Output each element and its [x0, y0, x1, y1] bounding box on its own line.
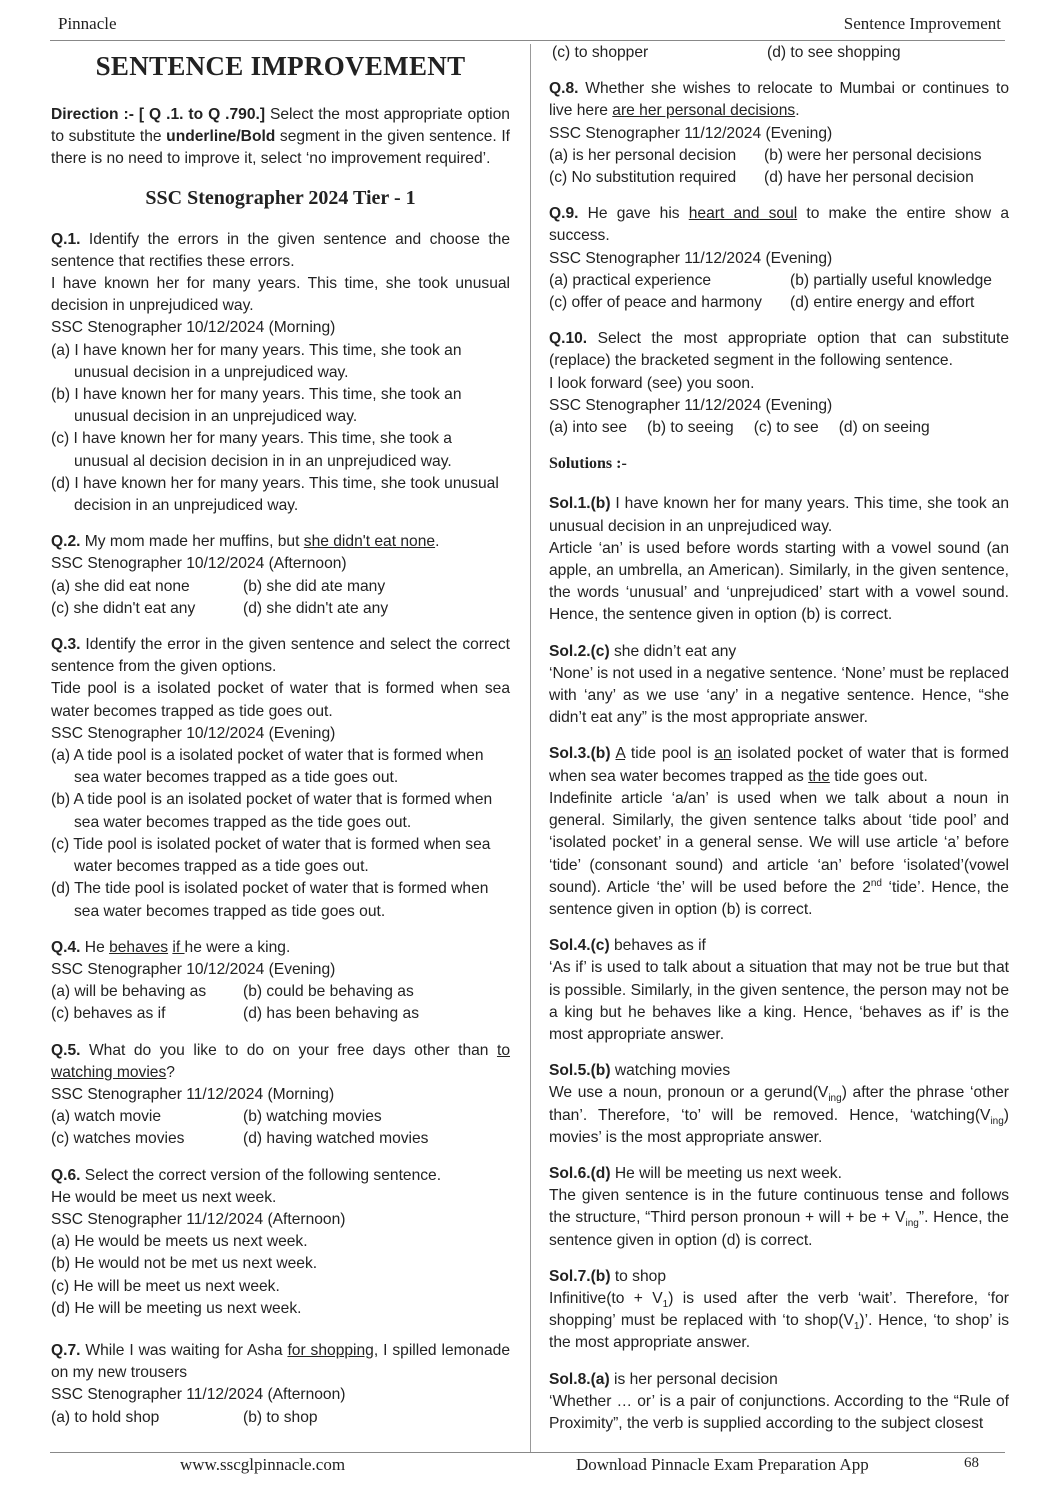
question-stem: Select the correct version of the following sentence.	[80, 1166, 442, 1184]
solution-4	[549, 935, 1009, 1046]
option-b: (b) I have known her for many years. This time, she took an unusual decision in an unprejudiced way.	[51, 386, 462, 426]
option-a: (a) I have known her for many years. This time, she took an unusual decision in a unprejudiced way.	[51, 341, 462, 381]
question-stem-end: .	[795, 102, 800, 120]
question-stem: While I was waiting for Asha	[80, 1341, 288, 1359]
question-3	[51, 634, 510, 923]
column-divider	[530, 44, 531, 1452]
question-number: Q.5.	[51, 1041, 81, 1059]
question-sentence: Tide pool is a isolated pocket of water that is formed when sea water becomes trapped as tide goes out.	[51, 680, 510, 720]
option-d: (d) having watched movies	[243, 1130, 429, 1148]
direction-bold: underline/Bold	[166, 128, 276, 146]
question-source: SSC Stenographer 10/12/2024 (Afternoon)	[51, 555, 347, 573]
underlined-article-1: A	[615, 745, 626, 763]
question-stem-end: .	[435, 533, 440, 551]
question-sentence: I look forward (see) you soon.	[549, 374, 755, 392]
option-b: (b) to seeing	[647, 419, 734, 437]
option-a: (a) to hold shop	[51, 1408, 160, 1426]
question-stem: Whether she wishes to relocate to Mumbai or continues to live here	[549, 80, 1009, 120]
solution-5	[549, 1060, 1009, 1149]
direction-text-2: segment in the given sentence. If there is no need to improve it, select ‘no improvement required’.	[51, 128, 510, 168]
question-stem: My mom made her muffins, but	[80, 533, 304, 551]
solution-explanation: ‘Whether … or’ is a pair of conjunctions. According to the “Rule of Proximity”, the verb is supplied according to the subject closest	[549, 1392, 1009, 1432]
question-source: SSC Stenographer 10/12/2024 (Evening)	[51, 724, 336, 742]
header-brand: Pinnacle	[58, 14, 117, 33]
option-b: (b) watching movies	[243, 1108, 382, 1126]
solution-explanation-2: ‘tide’. Hence, the sentence given in option (b) is correct.	[549, 878, 1009, 918]
question-source: SSC Stenographer 11/12/2024 (Morning)	[51, 1085, 335, 1103]
question-number: Q.8.	[549, 80, 579, 98]
question-source: SSC Stenographer 10/12/2024 (Evening)	[51, 960, 336, 978]
option-c: (c) watches movies	[51, 1130, 185, 1148]
solution-answer: she didn’t eat any	[609, 642, 737, 660]
subscript: ing	[905, 1218, 919, 1230]
option-a: (a) practical experience	[549, 271, 712, 289]
question-source: SSC Stenographer 11/12/2024 (Afternoon)	[51, 1386, 346, 1404]
solution-answer: tide pool is	[625, 745, 715, 763]
superscript: nd	[870, 877, 882, 889]
question-stem-end: ?	[166, 1063, 175, 1081]
question-number: Q.2.	[51, 533, 81, 551]
underlined-segment: are her personal decisions	[612, 102, 796, 120]
direction-text: Select the most appropriate option to substitute the	[51, 106, 510, 146]
direction-label: Direction :- [ Q .1. to Q .790.]	[51, 106, 266, 123]
question-stem: Identify the errors in the given sentence and choose the sentence that rectifies these errors.	[51, 230, 510, 270]
underlined-segment: heart and soul	[688, 205, 798, 223]
solution-explanation: The given sentence is in the future continuous tense and follows the structure, “Third person pronoun + will + be + V	[549, 1187, 1009, 1227]
solution-answer: watching movies	[610, 1062, 731, 1080]
solution-answer-2: isolated pocket of water that is formed when sea water becomes trapped as	[549, 745, 1009, 785]
option-d: (d) has been behaving as	[243, 1005, 419, 1023]
question-number: Q.3.	[51, 636, 81, 654]
option-d: (d) she didn't ate any	[243, 599, 389, 617]
question-stem: He	[80, 938, 110, 956]
right-column	[549, 42, 1009, 1435]
header-rule	[50, 40, 1005, 41]
option-d: (d) I have known her for many years. This time, she took unusual decision in an unprejudiced way.	[51, 474, 499, 515]
section-heading: SSC Stenographer 2024 Tier - 1	[145, 186, 416, 209]
solution-answer: behaves as if	[609, 937, 706, 955]
question-sentence: I have known her for many years. This time, she took unusual decision in unprejudiced way.	[51, 275, 510, 315]
subscript-2: 1	[853, 1321, 860, 1333]
solution-explanation-2: ) is used after the verb ‘wait’. Therefore, ‘for shopping’ must be replaced with ‘to shop(V	[549, 1289, 1009, 1330]
option-c: (c) offer of peace and harmony	[549, 294, 762, 312]
solution-explanation: Article ‘an’ is used before words starting with a vowel sound (an apple, an umbrella, an American). Similarly, in the given sentence, the words ‘unusual’ and ‘unprejudiced’ start with a vowel sound. Hence, the sentence given in option (b) is correct.	[549, 539, 1009, 624]
footer-website[interactable]: www.sscglpinnacle.com	[180, 1455, 346, 1474]
option-d: (d) He will be meeting us next week.	[51, 1299, 302, 1317]
option-b: (b) she did ate many	[243, 577, 386, 595]
option-c: (c) He will be meet us next week.	[51, 1277, 280, 1295]
question-number: Q.6.	[51, 1166, 81, 1184]
option-a: (a) into see	[549, 419, 628, 437]
solution-8	[549, 1369, 1009, 1436]
option-c: (c) to shopper	[552, 44, 649, 61]
solution-number: Sol.2.(c)	[549, 642, 610, 660]
option-b: (b) were her personal decisions	[764, 146, 982, 164]
solution-number: Sol.3.(b)	[549, 745, 611, 763]
solution-explanation-2: ”. Hence, the sentence given in option (d) is correct.	[549, 1209, 1009, 1249]
question-9	[549, 203, 1009, 314]
solution-answer: is her personal decision	[609, 1370, 778, 1388]
solution-7	[549, 1266, 1009, 1355]
direction	[51, 104, 510, 171]
underlined-segment: she didn't eat none	[303, 533, 436, 551]
question-1	[51, 229, 510, 518]
question-7	[51, 1340, 510, 1429]
subscript: 1	[662, 1299, 669, 1311]
option-b: (b) partially useful knowledge	[790, 271, 992, 289]
question-2	[51, 531, 510, 620]
question-10	[549, 328, 1009, 439]
question-stem-end: , I spilled lemonade on my new trousers	[51, 1341, 510, 1382]
option-a: (a) she did eat none	[51, 577, 190, 595]
solution-explanation: We use a noun, pronoun or a gerund(V	[549, 1084, 829, 1102]
option-b: (b) He would not be met us next week.	[51, 1255, 318, 1273]
option-c: (c) Tide pool is isolated pocket of water that is formed when sea water becomes trapped as a tide goes out.	[51, 835, 491, 876]
solution-explanation-3: ) movies’ is the most appropriate answer.	[549, 1106, 1009, 1146]
option-b: (b) to shop	[243, 1408, 318, 1426]
underlined-article-3: the	[808, 767, 830, 785]
question-7-continued	[549, 42, 1009, 64]
option-c: (c) No substitution required	[549, 169, 737, 187]
solution-answer: I have known her for many years. This time, she took an unusual decision in an unprejudiced way.	[549, 495, 1009, 535]
option-a: (a) He would be meets us next week.	[51, 1233, 308, 1251]
underlined-segment: to watching movies	[51, 1041, 510, 1081]
solution-number: Sol.4.(c)	[549, 937, 610, 955]
question-source: SSC Stenographer 11/12/2024 (Evening)	[549, 249, 833, 267]
option-c: (c) behaves as if	[51, 1005, 166, 1023]
page-number: 68	[964, 1455, 979, 1471]
underlined-article-2: an	[714, 745, 732, 763]
solution-number: Sol.8.(a)	[549, 1370, 610, 1388]
option-b: (b) could be behaving as	[243, 983, 414, 1001]
header-topic: Sentence Improvement	[843, 14, 1001, 33]
question-stem: What do you like to do on your free days other than	[80, 1041, 497, 1059]
solution-number: Sol.7.(b)	[549, 1267, 611, 1285]
question-source: SSC Stenographer 10/12/2024 (Morning)	[51, 319, 336, 337]
question-stem: Select the most appropriate option that can substitute (replace) the bracketed segment in the following sentence.	[549, 330, 1009, 370]
question-source: SSC Stenographer 11/12/2024 (Afternoon)	[51, 1210, 346, 1228]
option-d: (d) to see shopping	[767, 44, 901, 61]
question-stem: He gave his	[578, 205, 689, 223]
option-d: (d) have her personal decision	[764, 169, 974, 187]
question-6	[51, 1165, 510, 1320]
option-a: (a) will be behaving as	[51, 983, 207, 1001]
solution-explanation-3: )’. Hence, ‘to shop’ is the most appropriate answer.	[549, 1312, 1009, 1352]
option-a: (a) watch movie	[51, 1108, 162, 1126]
left-column	[51, 46, 510, 1429]
solution-1	[549, 493, 1009, 626]
option-c: (c) she didn't eat any	[51, 599, 196, 617]
option-d: (d) on seeing	[838, 419, 930, 437]
option-c: (c) I have known her for many years. This time, she took a unusual al decision decision in in an unprejudiced way.	[51, 430, 452, 470]
solution-explanation: Indefinite article ‘a/an’ is used when we talk about a noun in general. Similarly, the given sentence talks about ‘tide pool’ and ‘isolated pocket’ in a general sense. We will use article ‘a’ before ‘tide’ (consonant sound) and article ‘an’ before ‘isolated’(vowel sound). Article ‘the’ will be used before the 2	[549, 789, 1009, 896]
solution-number: Sol.5.(b)	[549, 1062, 611, 1080]
solution-explanation: ‘None’ is not used in a negative sentence. ‘None’ must be replaced with ‘any’ as we use ‘any’ in a negative sentence. Hence, “she didn’t eat any” is the most appropriate answer.	[549, 664, 1010, 727]
question-number: Q.1.	[51, 230, 81, 248]
option-b: (b) A tide pool is an isolated pocket of water that is formed when sea water becomes trapped as the tide goes out.	[51, 791, 493, 831]
solution-explanation: ‘As if’ is used to talk about a situation that may not be true but that is possible. Similarly, in the given sentence, the person may not be a king but he behaves like a king. Hence, ‘behaves as if’ is the most appropriate answer.	[549, 959, 1009, 1043]
question-8	[549, 78, 1009, 189]
subscript-2: ing	[990, 1115, 1004, 1127]
question-number: Q.4.	[51, 938, 81, 956]
option-d: (d) entire energy and effort	[790, 294, 975, 312]
page-title: SENTENCE IMPROVEMENT	[95, 51, 466, 81]
question-number: Q.10.	[549, 330, 588, 348]
underlined-segment-2: if	[172, 938, 185, 956]
question-stem-end: to make the entire show a success.	[549, 205, 1009, 245]
solution-explanation: Infinitive(to + V	[549, 1289, 663, 1307]
footer-app-promo: Download Pinnacle Exam Preparation App	[576, 1455, 869, 1474]
solution-number: Sol.6.(d)	[549, 1164, 611, 1182]
option-c: (c) to see	[753, 419, 819, 437]
option-a: (a) A tide pool is a isolated pocket of water that is formed when sea water becomes trapped as a tide goes out.	[51, 747, 484, 787]
solution-answer: to shop	[610, 1267, 666, 1285]
footer-rule	[50, 1452, 1005, 1453]
option-d: (d) The tide pool is isolated pocket of water that is formed when sea water becomes trapped as tide goes out.	[51, 880, 489, 920]
solution-2	[549, 641, 1009, 730]
underlined-segment: behaves	[109, 938, 169, 956]
question-4	[51, 937, 510, 1026]
question-5	[51, 1040, 510, 1151]
question-source: SSC Stenographer 11/12/2024 (Evening)	[549, 396, 833, 414]
question-sentence: He would be meet us next week.	[51, 1188, 277, 1206]
solution-3	[549, 743, 1009, 921]
option-a: (a) is her personal decision	[549, 146, 737, 164]
solution-answer: He will be meeting us next week.	[610, 1164, 842, 1182]
question-number: Q.9.	[549, 205, 579, 223]
solution-6	[549, 1163, 1009, 1252]
question-source: SSC Stenographer 11/12/2024 (Evening)	[549, 124, 833, 142]
underlined-segment: for shopping	[287, 1341, 374, 1359]
question-stem-end: he were a king.	[184, 938, 291, 956]
subscript: ing	[828, 1093, 842, 1105]
question-number: Q.7.	[51, 1341, 81, 1359]
solutions-heading: Solutions :-	[549, 455, 627, 473]
solution-number: Sol.1.(b)	[549, 495, 611, 513]
question-stem: Identify the error in the given sentence and select the correct sentence from the given options.	[51, 636, 510, 676]
solution-answer-3: tide goes out.	[829, 767, 928, 785]
solution-explanation-2: ) after the phrase ‘other than’. Therefore, ‘to’ will be removed. Hence, ‘watching(V	[549, 1084, 1009, 1124]
